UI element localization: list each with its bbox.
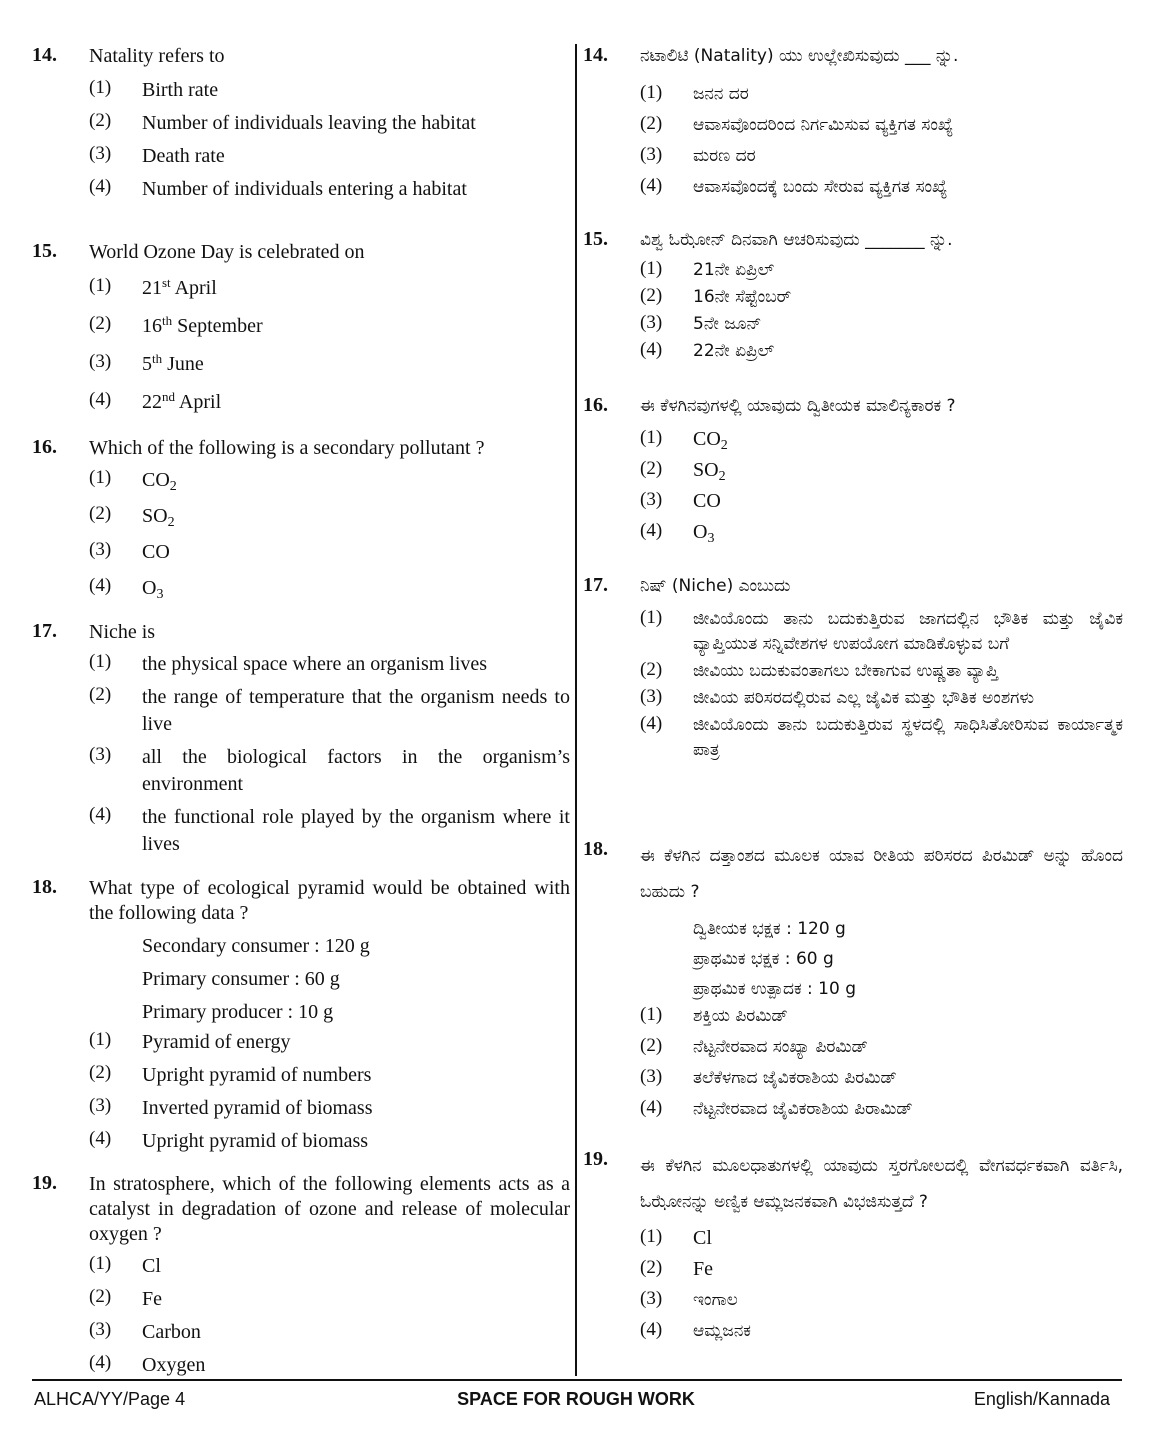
option-number: (2) [640,458,663,479]
data-line: Secondary consumer : 120 g [142,935,370,957]
question-18-kn [583,838,1123,1148]
option-number: (1) [89,651,112,672]
option-text: ಮರಣ ದರ [693,146,756,166]
option[interactable] [89,176,570,203]
option-number: (4) [640,1319,663,1340]
option[interactable] [89,1286,570,1313]
question-number: 17. [32,620,57,642]
question-number: 14. [583,44,608,66]
question-number: 15. [32,240,57,262]
option-number: (1) [89,275,112,296]
option[interactable] [640,427,1123,452]
option-number: (4) [89,575,112,596]
option-text: the range of temperature that the organism needs to live [142,686,570,735]
option-number: (1) [89,1253,112,1274]
footer-language: English/Kannada [973,1389,1110,1409]
option[interactable] [640,1004,1123,1029]
option-number: (4) [640,1097,663,1118]
option-text: Pyramid of energy [142,1031,291,1053]
option[interactable] [640,113,1123,138]
option-text: Fe [693,1258,713,1280]
option[interactable] [89,1095,570,1122]
question-17-en [32,620,570,876]
option-text: CO [693,490,721,512]
option-text: ಆವಾಸವೊಂದರಿಂದ ನಿರ್ಗಮಿಸುವ ವ್ಯಕ್ತಿಗತ ಸಂಖ್ಯೆ [693,115,954,135]
option[interactable] [89,804,570,858]
question-15-kn [583,228,1123,394]
option-text: Oxygen [142,1354,206,1376]
option-number: (4) [640,713,663,734]
option-text: Fe [142,1288,162,1310]
option-text: 5th June [142,350,204,375]
option[interactable] [640,1066,1123,1091]
option-number: (3) [89,1319,112,1340]
option[interactable] [89,1062,570,1089]
option-text: 5ನೇ ಜೂನ್ [693,314,762,334]
option-number: (1) [89,1029,112,1050]
option[interactable] [89,1128,570,1155]
option-number: (4) [89,804,112,825]
option-number: (3) [89,539,112,560]
option[interactable] [640,1035,1123,1060]
option[interactable] [89,389,570,416]
question-number: 16. [32,436,57,458]
question-19-kn [583,1148,1123,1344]
option-number: (2) [89,110,112,131]
footer-rough-work: SPACE FOR ROUGH WORK [457,1389,695,1409]
option-number: (1) [640,1226,663,1247]
option[interactable] [89,467,570,494]
question-number: 18. [583,838,608,860]
option-text: 16ನೇ ಸೆಪ್ಟೆಂಬರ್ [693,287,792,307]
option-number: (3) [640,312,663,333]
option-text: ನೆಟ್ಟನೇರವಾದ ಸಂಖ್ಯಾ ಪಿರಮಿಡ್ [693,1037,868,1057]
option-text: ತಲೆಕೆಳಗಾದ ಜೈವಿಕರಾಶಿಯ ಪಿರಮಿಡ್ [693,1068,897,1088]
option-number: (2) [89,313,112,334]
question-16-kn [583,394,1123,574]
question-text: Niche is [89,621,156,643]
option[interactable] [640,339,1123,364]
question-number: 14. [32,44,57,66]
option[interactable] [89,1319,570,1346]
data-line: Primary producer : 10 g [142,1001,334,1023]
option-text: $SO_2$ [693,459,726,485]
option-text: ಜೀವಿಯು ಬದುಕುವಂತಾಗಲು ಬೇಕಾಗುವ ಉಷ್ಣತಾ ವ್ಯಾಪ್ತಿ [693,661,999,681]
option-text: ಆಮ್ಲಜನಕ [693,1321,751,1341]
option-text: ಜೀವಿಯೊಂದು ತಾನು ಬದುಕುತ್ತಿರುವ ಸ್ಥಳದಲ್ಲಿ ಸಾಧಿಸಿತೋರಿಸುವ ಕಾರ್ಯಾತ್ಮಕ ಪಾತ್ರ [693,715,1123,760]
option-text: $CO_2$ [693,428,728,454]
option[interactable] [640,1226,1123,1251]
option-number: (4) [89,176,112,197]
option-text: ಆವಾಸವೊಂದಕ್ಕೆ ಬಂದು ಸೇರುವ ವ್ಯಕ್ತಿಗತ ಸಂಖ್ಯೆ [693,177,948,197]
option-number: (2) [640,113,663,134]
question-text: What type of ecological pyramid would be obtained with the following data ? [89,877,570,924]
option-text: ನೆಟ್ಟನೇರವಾದ ಜೈವಿಕರಾಶಿಯ ಪಿರಾಮಿಡ್ [693,1099,913,1119]
data-line: ದ್ವಿತೀಯಕ ಭಕ್ಷಕ : 120 g [693,919,846,939]
option[interactable] [640,489,1123,514]
question-text: Natality refers to [89,45,225,67]
option-number: (4) [640,339,663,360]
option-number: (3) [640,1288,663,1309]
option-number: (4) [89,389,112,410]
option-text: ಜನನ ದರ [693,84,749,104]
option-text: Cl [693,1227,712,1249]
data-line: ಪ್ರಾಥಮಿಕ ಉತ್ಪಾದಕ : 10 g [693,979,856,999]
option-number: (1) [640,607,663,628]
option-text: 16th September [142,312,263,337]
option-text: ಇಂಗಾಲ [693,1290,738,1310]
option-text: 21ನೇ ಏಪ್ರಿಲ್ [693,260,775,280]
option[interactable] [640,175,1123,200]
option[interactable] [640,312,1123,337]
option-number: (2) [640,659,663,680]
option[interactable] [640,144,1123,169]
option-number: (3) [89,744,112,765]
question-number: 18. [32,876,57,898]
option-text: $O_3$ [142,577,164,603]
option[interactable] [89,77,570,104]
option[interactable] [89,143,570,170]
option-text: $CO_2$ [142,469,177,495]
option-text: Death rate [142,145,225,167]
option-number: (3) [89,351,112,372]
question-text: Which of the following is a secondary pollutant ? [89,437,485,459]
option[interactable] [89,651,570,678]
option[interactable] [89,575,570,602]
option-number: (4) [89,1352,112,1373]
question-14-en [32,44,570,240]
question-15-en [32,240,570,436]
question-text: World Ozone Day is celebrated on [89,241,365,263]
question-text: ಈ ಕೆಳಗಿನ ಮೂಲಧಾತುಗಳಲ್ಲಿ ಯಾವುದು ಸ್ತರಗೋಲದಲ್ಲಿ ವೇಗವರ್ಧಕವಾಗಿ ವರ್ತಿಸಿ, ಓಝೋನನ್ನು ಅಣ್ವಿಕ ಆಮ್ಲಜನಕವಾಗಿ ವಿಭಜಿಸುತ್ತದೆ ? [640,1156,1123,1212]
option[interactable] [640,1288,1123,1313]
option-number: (1) [89,467,112,488]
option[interactable] [640,1257,1123,1282]
question-text: ಈ ಕೆಳಗಿನವುಗಳಲ್ಲಿ ಯಾವುದು ದ್ವಿತೀಯಕ ಮಾಲಿನ್ಯಕಾರಕ ? [640,396,956,416]
option-number: (1) [640,427,663,448]
option-number: (4) [640,175,663,196]
option-number: (3) [640,686,663,707]
question-text: ವಿಶ್ವ ಓಝೋನ್ ದಿನವಾಗಿ ಆಚರಿಸುವುದು _______ ನ್ನು. [640,230,953,250]
question-14-kn [583,44,1123,228]
question-number: 17. [583,574,608,596]
option-text: the physical space where an organism lives [142,653,488,675]
option-number: (1) [640,258,663,279]
option-text: ಶಕ್ತಿಯ ಪಿರಮಿಡ್ [693,1006,788,1026]
question-17-kn [583,574,1123,838]
option-text: the functional role played by the organism where it lives [142,806,570,855]
question-18-en [32,876,570,1172]
option[interactable] [640,520,1123,545]
option[interactable] [89,684,570,738]
question-16-en [32,436,570,620]
option[interactable] [89,1029,570,1056]
option-text: Number of individuals entering a habitat [142,178,467,200]
option-number: (3) [640,489,663,510]
footer-rule [32,1379,1122,1381]
option-text: 21st April [142,274,217,299]
option-number: (3) [640,1066,663,1087]
option-text: $O_3$ [693,521,715,547]
option-number: (2) [640,285,663,306]
question-number: 15. [583,228,608,250]
option[interactable] [640,1097,1123,1122]
option-text: all the biological factors in the organism’s environment [142,746,570,795]
data-line: ಪ್ರಾಥಮಿಕ ಭಕ್ಷಕ : 60 g [693,949,834,969]
option[interactable] [89,351,570,378]
option[interactable] [640,1319,1123,1344]
option[interactable] [89,110,570,137]
option[interactable] [89,1253,570,1280]
option-text: Upright pyramid of numbers [142,1064,372,1086]
option[interactable] [640,686,1123,711]
option[interactable] [640,285,1123,310]
question-text: ಈ ಕೆಳಗಿನ ದತ್ತಾಂಶದ ಮೂಲಕ ಯಾವ ರೀತಿಯ ಪರಿಸರದ ಪಿರಮಿಡ್ ಅನ್ನು ಹೊಂದ ಬಹುದು ? [640,846,1123,902]
option-text: Birth rate [142,79,219,101]
option-text: Upright pyramid of biomass [142,1130,369,1152]
option-number: (3) [89,143,112,164]
option-text: CO [142,541,170,563]
option-number: (2) [89,684,112,705]
question-text: ನಟಾಲಿಟಿ (Natality) ಯು ಉಲ್ಲೇಖಿಸುವುದು ___ ನ್ನು. [640,46,959,66]
data-line: Primary consumer : 60 g [142,968,340,990]
option-number: (1) [640,1004,663,1025]
option[interactable] [89,1352,570,1379]
kannada-column [583,44,1123,1344]
option-text: Inverted pyramid of biomass [142,1097,373,1119]
option[interactable] [640,458,1123,483]
option-number: (1) [640,82,663,103]
option[interactable] [640,258,1123,283]
option[interactable] [640,659,1123,684]
option-number: (2) [640,1035,663,1056]
column-divider [575,44,577,1376]
option-number: (4) [89,1128,112,1149]
option[interactable] [89,744,570,798]
option[interactable] [89,313,570,340]
question-number: 19. [583,1148,608,1170]
option-text: ಜೀವಿಯೊಂದು ತಾನು ಬದುಕುತ್ತಿರುವ ಜಾಗದಲ್ಲಿನ ಭೌತಿಕ ಮತ್ತು ಜೈವಿಕ ವ್ಯಾಪ್ತಿಯುತ ಸನ್ನಿವೇಶಗಳ ಉಪಯೋಗ ಮಾಡಿಕೊಳ್ಳುವ ಬಗೆ [693,609,1123,654]
option-number: (4) [640,520,663,541]
option-number: (3) [640,144,663,165]
option-number: (2) [89,1286,112,1307]
option[interactable] [89,539,570,566]
question-text: ನಿಷ್ (Niche) ಎಂಬುದು [640,576,791,596]
option[interactable] [89,275,570,302]
option[interactable] [640,713,1123,763]
option-number: (3) [89,1095,112,1116]
question-19-en [32,1172,570,1379]
footer-page-code: ALHCA/YY/Page 4 [34,1389,186,1409]
question-number: 19. [32,1172,57,1194]
option-text: Number of individuals leaving the habitat [142,112,476,134]
option-number: (1) [89,77,112,98]
option[interactable] [640,82,1123,107]
option-text: 22nd April [142,388,222,413]
question-text: In stratosphere, which of the following elements acts as a catalyst in degradation of ozone and release of molecular oxygen ? [89,1173,570,1245]
option-number: (2) [640,1257,663,1278]
question-number: 16. [583,394,608,416]
option-number: (2) [89,1062,112,1083]
option-text: $SO_2$ [142,505,175,531]
option-text: Carbon [142,1321,201,1343]
option-number: (2) [89,503,112,524]
option[interactable] [89,503,570,530]
option[interactable] [640,607,1123,657]
english-column [32,44,570,1379]
option-text: Cl [142,1255,161,1277]
option-text: 22ನೇ ಏಪ್ರಿಲ್ [693,341,775,361]
option-text: ಜೀವಿಯ ಪರಿಸರದಲ್ಲಿರುವ ಎಲ್ಲ ಜೈವಿಕ ಮತ್ತು ಭೌತಿಕ ಅಂಶಗಳು [693,688,1034,708]
